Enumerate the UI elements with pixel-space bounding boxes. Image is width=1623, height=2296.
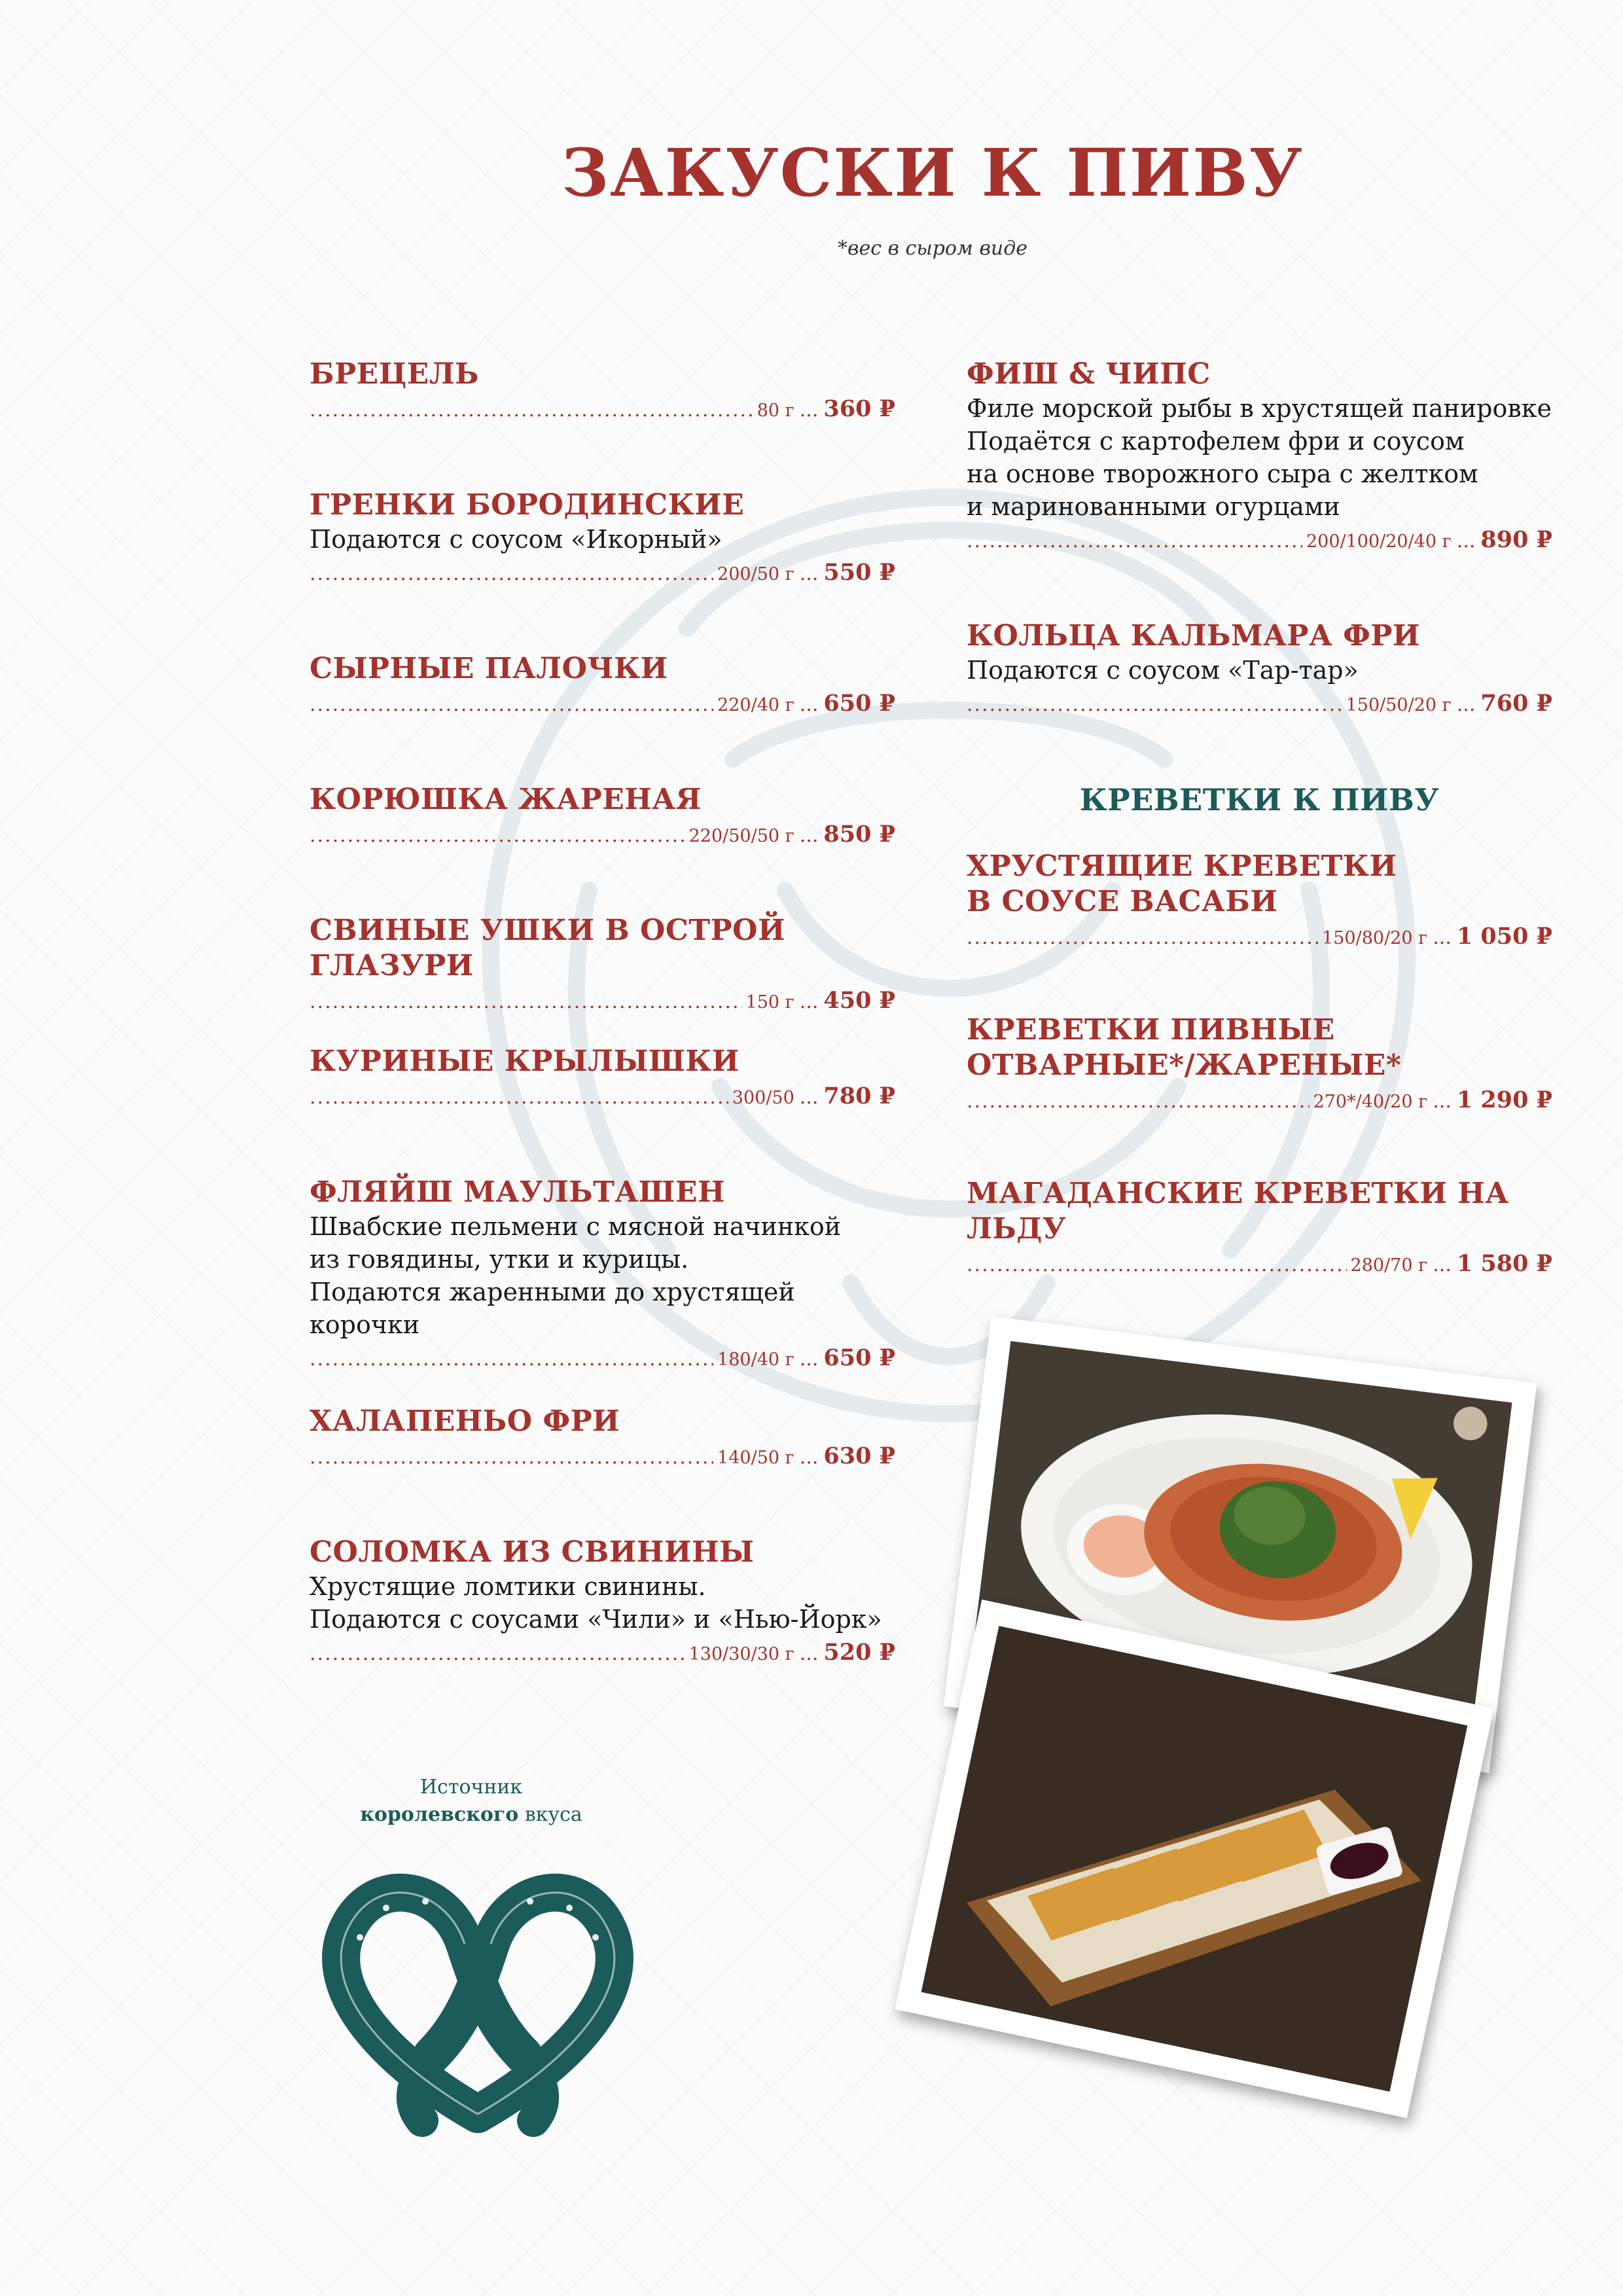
leader-dots (310, 1640, 685, 1668)
item-price: 890 ₽ (1480, 526, 1552, 553)
item-price: 450 ₽ (823, 987, 895, 1014)
item-name: КОРЮШКА ЖАРЕНАЯ (310, 783, 702, 816)
item-price: 630 ₽ (823, 1443, 895, 1469)
item-description: из говядины, утки и курицы. (310, 1245, 689, 1274)
tagline-line2 (314, 1801, 628, 1829)
price-line (967, 689, 1552, 720)
leader-dots (310, 1083, 728, 1112)
price-line (310, 1344, 895, 1374)
item-name-line2: ОТВАРНЫЕ*/ЖАРЕНЫЕ* (967, 1049, 1402, 1082)
item-weight: 200/100/20/40 г (1306, 531, 1452, 552)
menu-item (967, 619, 1552, 720)
item-weight: 130/30/30 г (688, 1644, 794, 1664)
menu-item (310, 651, 895, 720)
item-name: ФИШ & ЧИПС (967, 357, 1211, 391)
item-description: Подаются с соусами «Чили» и «Нью-Йорк» (310, 1605, 882, 1634)
item-name: БРЕЦЕЛЬ (310, 357, 479, 391)
menu-item (967, 849, 1552, 953)
leader-dots (967, 691, 1342, 719)
item-weight: 200/50 г (717, 564, 794, 584)
item-price: 520 ₽ (823, 1639, 895, 1666)
tagline (314, 1774, 628, 1829)
maultaschen-image (921, 1626, 1468, 2092)
item-name: КОЛЬЦА КАЛЬМАРА ФРИ (967, 619, 1421, 653)
item-price: 1 290 ₽ (1456, 1086, 1552, 1113)
item-description: Швабские пельмени с мясной начинкой (310, 1212, 842, 1241)
item-weight: 180/40 г (717, 1350, 794, 1370)
item-weight: 80 г (757, 401, 794, 421)
ellipsis: ... (1433, 1253, 1452, 1276)
item-description: Подаются с соусом «Тар-тар» (967, 656, 1359, 685)
price-line (967, 922, 1552, 953)
menu-item (310, 782, 895, 851)
item-name: ХАЛАПЕНЬО ФРИ (310, 1405, 620, 1438)
item-weight: 300/50 (732, 1088, 794, 1108)
tagline-line1: Источник (419, 1776, 523, 1799)
price-line (310, 395, 895, 425)
item-name: ХРУСТЯЩИЕ КРЕВЕТКИ (967, 850, 1397, 883)
item-weight: 280/70 г (1350, 1255, 1428, 1276)
menu-item (967, 1013, 1552, 1117)
leader-dots (967, 924, 1318, 952)
item-price: 780 ₽ (823, 1083, 895, 1109)
menu-item (310, 357, 895, 425)
item-name-line2: В СОУСЕ ВАСАБИ (967, 885, 1278, 918)
ellipsis: ... (1433, 1090, 1452, 1113)
ellipsis: ... (799, 399, 819, 422)
item-price: 1 050 ₽ (1456, 923, 1552, 950)
menu-item (310, 488, 895, 589)
item-name: СВИНЫЕ УШКИ В ОСТРОЙ ГЛАЗУРИ (310, 914, 786, 982)
leader-dots (967, 1251, 1347, 1280)
shrimp-section-title: КРЕВЕТКИ К ПИВУ (1079, 782, 1440, 817)
ellipsis: ... (799, 1446, 819, 1469)
item-weight: 150/50/20 г (1346, 695, 1452, 715)
menu-item (310, 913, 895, 1017)
item-name: СЫРНЫЕ ПАЛОЧКИ (310, 652, 668, 685)
item-name: ГРЕНКИ БОРОДИНСКИЕ (310, 488, 745, 522)
ellipsis: ... (1456, 529, 1476, 552)
leader-dots (967, 1087, 1310, 1116)
item-price: 550 ₽ (823, 559, 895, 586)
price-line (967, 526, 1552, 556)
leader-dots (310, 560, 713, 588)
ellipsis: ... (799, 562, 819, 585)
pretzel-icon (308, 1839, 648, 2147)
price-line (310, 689, 895, 720)
ellipsis: ... (799, 990, 819, 1013)
item-weight: 220/50/50 г (688, 826, 794, 846)
item-description: Подаются с соусом «Икорный» (310, 525, 722, 554)
ellipsis: ... (799, 1086, 819, 1109)
item-name: ФЛЯЙШ МАУЛЬТАШЕН (310, 1175, 726, 1209)
item-name: МАГАДАНСКИЕ КРЕВЕТКИ НА ЛЬДУ (967, 1177, 1509, 1246)
item-description: Подаётся с картофелем фри и соусом (967, 427, 1465, 456)
item-price: 760 ₽ (1480, 690, 1552, 717)
tagline-bold: королевского (360, 1803, 519, 1826)
item-price: 850 ₽ (823, 821, 895, 848)
item-price: 1 580 ₽ (1456, 1250, 1552, 1277)
ellipsis: ... (1433, 926, 1452, 949)
menu-item (967, 1176, 1552, 1280)
item-weight: 150 г (745, 992, 794, 1013)
menu-item (310, 1535, 895, 1669)
ellipsis: ... (799, 1348, 819, 1371)
price-line (310, 1082, 895, 1113)
price-line (310, 1442, 895, 1473)
item-price: 650 ₽ (823, 690, 895, 717)
tagline-rest: вкуса (518, 1803, 582, 1826)
leader-dots (310, 988, 742, 1016)
item-description: на основе творожного сыра с желтком (967, 459, 1478, 488)
item-name: КРЕВЕТКИ ПИВНЫЕ (967, 1013, 1335, 1047)
price-line (310, 820, 895, 851)
item-description: Хрустящие ломтики свинины. (310, 1572, 706, 1601)
item-description: и маринованными огурцами (967, 492, 1340, 521)
price-line (310, 986, 895, 1017)
item-name: СОЛОМКА ИЗ СВИНИНЫ (310, 1535, 755, 1569)
leader-dots (967, 527, 1302, 556)
item-weight: 140/50 г (717, 1448, 794, 1468)
price-line (310, 558, 895, 589)
item-weight: 270*/40/20 г (1313, 1092, 1428, 1112)
item-name: КУРИНЫЕ КРЫЛЫШКИ (310, 1045, 740, 1078)
price-line (967, 1249, 1552, 1280)
menu-item (310, 1175, 895, 1374)
item-description: Подаются жаренными до хрустящей корочки (310, 1278, 795, 1339)
leader-dots (310, 691, 713, 719)
item-weight: 220/40 г (717, 695, 794, 715)
leader-dots (310, 821, 685, 850)
ellipsis: ... (799, 824, 819, 847)
menu-item (310, 1404, 895, 1473)
ellipsis: ... (799, 1642, 819, 1665)
item-weight: 150/80/20 г (1322, 928, 1428, 948)
ellipsis: ... (799, 693, 819, 716)
item-description: Филе морской рыбы в хрустящей панировке (967, 394, 1552, 423)
page-title: ЗАКУСКИ К ПИВУ (562, 134, 1304, 211)
menu-item (310, 1044, 895, 1113)
leader-dots (310, 1345, 713, 1374)
menu-item (967, 357, 1552, 556)
ellipsis: ... (1456, 693, 1476, 716)
weight-note: *вес в сыром виде (837, 237, 1027, 260)
item-price: 650 ₽ (823, 1344, 895, 1371)
leader-dots (310, 396, 753, 425)
item-price: 360 ₽ (823, 395, 895, 422)
leader-dots (310, 1443, 713, 1472)
price-line (310, 1638, 895, 1669)
price-line (967, 1086, 1552, 1117)
